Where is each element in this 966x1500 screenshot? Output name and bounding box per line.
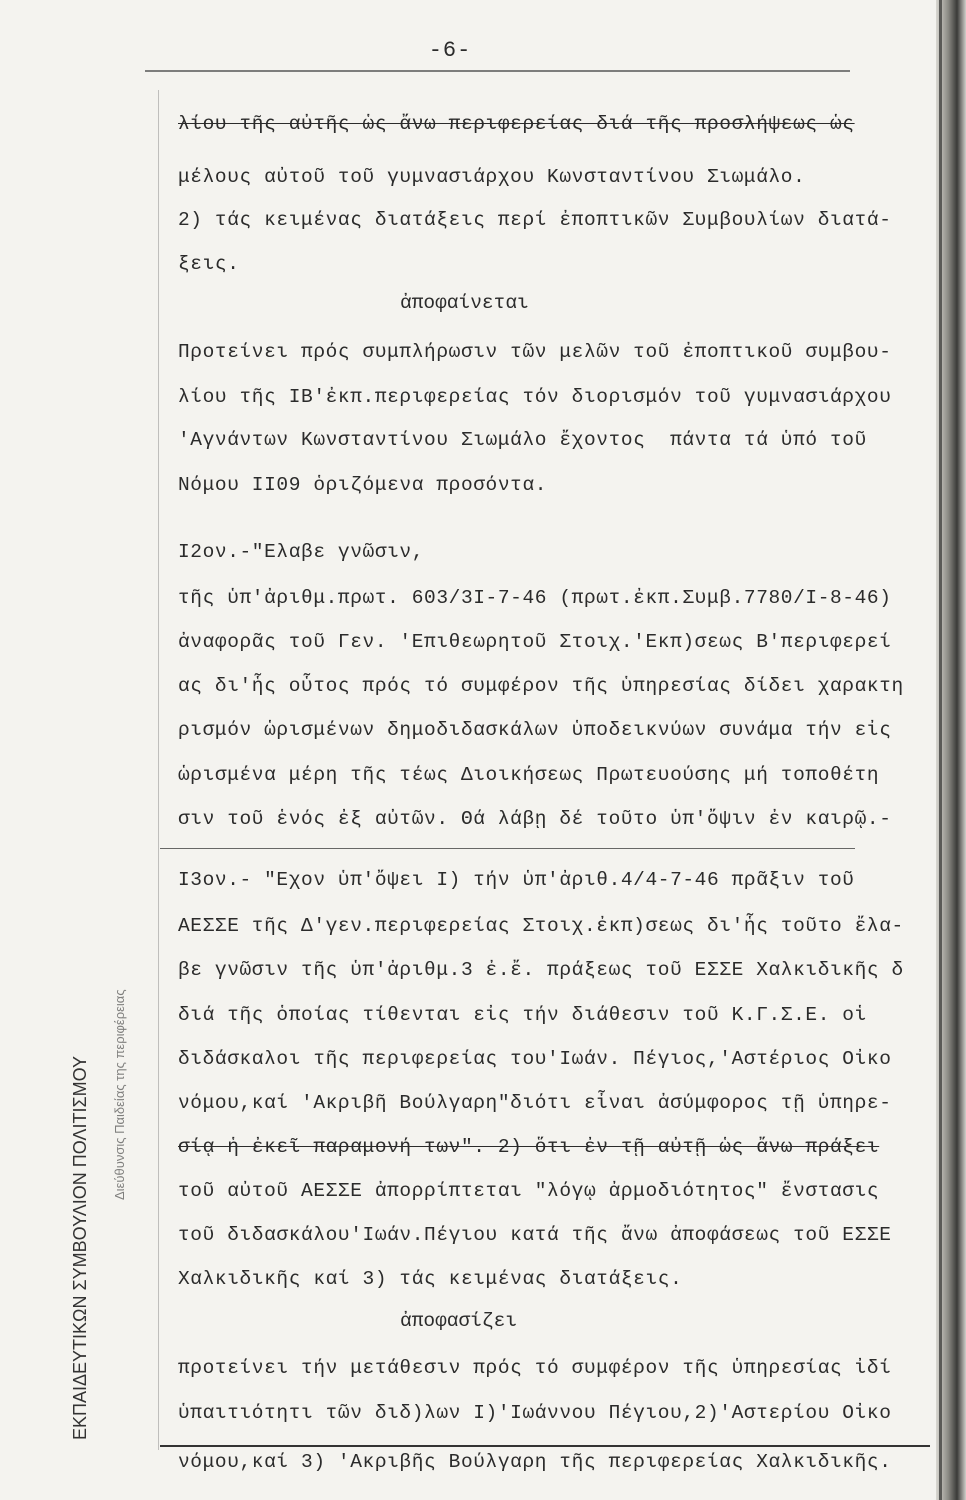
text-line: μέλους αὐτοῦ τοῦ γυμνασιάρχου Κωνσταντίνου Σιωμάλο. xyxy=(178,166,806,188)
page-number: -6- xyxy=(428,38,472,63)
text-line: βε γνῶσιν τῆς ὑπ'ἀριθμ.3 ἐ.ἔ. πράξεως τοῦ ΕΣΣΕ Χαλκιδικῆς δ xyxy=(178,959,904,981)
archive-stamp: ΕΚΠΑΙΔΕΥΤΙΚΩΝ ΣΥΜΒΟΥΛΙΟΝ ΠΟΛΙΤΙΣΜΟΥ xyxy=(70,1055,90,1440)
text-line: σίᾳ ἡ ἐκεῖ παραμονή των". 2) ὅτι ἐν τῇ αὐτῇ ὡς ἄνω πράξει xyxy=(178,1136,880,1158)
text-line: τοῦ αὐτοῦ ΑΕΣΣΕ ἀπορρίπτεται "λόγῳ ἀρμοδιότητος" ἔνστασις xyxy=(178,1180,880,1202)
text-line: ὡρισμένα μέρη τῆς τέως Διοικήσεως Πρωτευούσης μή τοποθέτη xyxy=(178,764,880,786)
heading-decides: ἀποφασίζει xyxy=(400,1310,518,1332)
text-line: προτείνει τήν μετάθεσιν πρός τό συμφέρον τῆς ὑπηρεσίας ἰδί xyxy=(178,1357,892,1379)
margin-line xyxy=(158,90,159,1450)
scan-edge-line xyxy=(939,0,942,1500)
text-line: τοῦ διδασκάλου'Ιωάν.Πέγιου κατά τῆς ἄνω ἀποφάσεως τοῦ ΕΣΣΕ xyxy=(178,1224,892,1246)
text-line: λίου τῆς αὐτῆς ὡς ἄνω περιφερείας διά τῆς προσλήψεως ὡς xyxy=(178,113,855,135)
separator-line xyxy=(160,848,855,849)
text-line: ρισμόν ὡρισμένων δημοδιδασκάλων ὑποδεικνύων συνάμα τήν εἰς xyxy=(178,719,892,741)
text-line: διδάσκαλοι τῆς περιφερείας του'Ιωάν. Πέγιος,'Αστέριος Οἰκο xyxy=(178,1048,892,1070)
text-line: τῆς ὑπ'ἀριθμ.πρωτ. 603/3I-7-46 (πρωτ.ἐκπ.Συμβ.7780/I-8-46) xyxy=(178,587,892,609)
text-line: σιν τοῦ ἑνός ἐξ αὐτῶν. Θά λάβῃ δέ τοῦτο ὑπ'ὄψιν ἐν καιρῷ.- xyxy=(178,808,892,830)
text-line: νόμου,καί 3) 'Ακριβῆς Βούλγαρη τῆς περιφερείας Χαλκιδικῆς. xyxy=(178,1451,892,1473)
text-line: 'Αγνάντων Κωνσταντίνου Σιωμάλο ἔχοντος πάντα τά ὑπό τοῦ xyxy=(178,429,867,451)
text-line: ΑΕΣΣΕ τῆς Δ'γεν.περιφερείας Στοιχ.ἐκπ)σεως δι'ἧς τοῦτο ἔλα- xyxy=(178,915,904,937)
text-line: ας δι'ἧς οὗτος πρός τό συμφέρον τῆς ὑπηρεσίας δίδει χαρακτη xyxy=(178,675,904,697)
text-line: I2ον.-"Ελαβε γνῶσιν, xyxy=(178,541,425,563)
text-line: Χαλκιδικῆς καί 3) τάς κειμένας διατάξεις. xyxy=(178,1268,683,1290)
text-line: ὑπαιτιότητι τῶν διδ)λων I)'Ιωάννου Πέγιου,2)'Αστερίου Οἰκο xyxy=(178,1402,892,1424)
text-line: 2) τάς κειμένας διατάξεις περί ἐποπτικῶν Συμβουλίων διατά- xyxy=(178,209,892,231)
text-line: λίου τῆς ΙΒ'ἐκπ.περιφερείας τόν διορισμόν τοῦ γυμνασιάρχου xyxy=(178,386,892,408)
top-rule xyxy=(145,70,850,72)
heading-decision: ἀποφαίνεται xyxy=(400,292,529,314)
text-line: Προτείνει πρός συμπλήρωσιν τῶν μελῶν τοῦ ἐποπτικοῦ συμβου- xyxy=(178,341,892,363)
text-line: διά τῆς ὁποίας τίθενται εἰς τήν διάθεσιν τοῦ Κ.Γ.Σ.Ε. οἱ xyxy=(178,1004,867,1026)
text-line: ἀναφορᾶς τοῦ Γεν. 'Επιθεωρητοῦ Στοιχ.'Εκπ)σεως Β'περιφερεί xyxy=(178,631,892,653)
text-line: Νόμου ΙΙ09 ὁριζόμενα προσόντα. xyxy=(178,474,548,496)
text-line: I3ον.- "Εχον ὑπ'ὄψει I) τήν ὑπ'ἀριθ.4/4-7-46 πρᾶξιν τοῦ xyxy=(178,869,855,891)
bottom-rule xyxy=(160,1445,930,1447)
archive-note: Διεύθυνσις Παιδείας της περιφέρειας xyxy=(112,989,127,1200)
text-line: νόμου,καί 'Ακριβῆ Βούλγαρη"διότι εἶναι ἀσύμφορος τῇ ὑπηρε- xyxy=(178,1092,892,1114)
text-line: ξεις. xyxy=(178,253,240,275)
